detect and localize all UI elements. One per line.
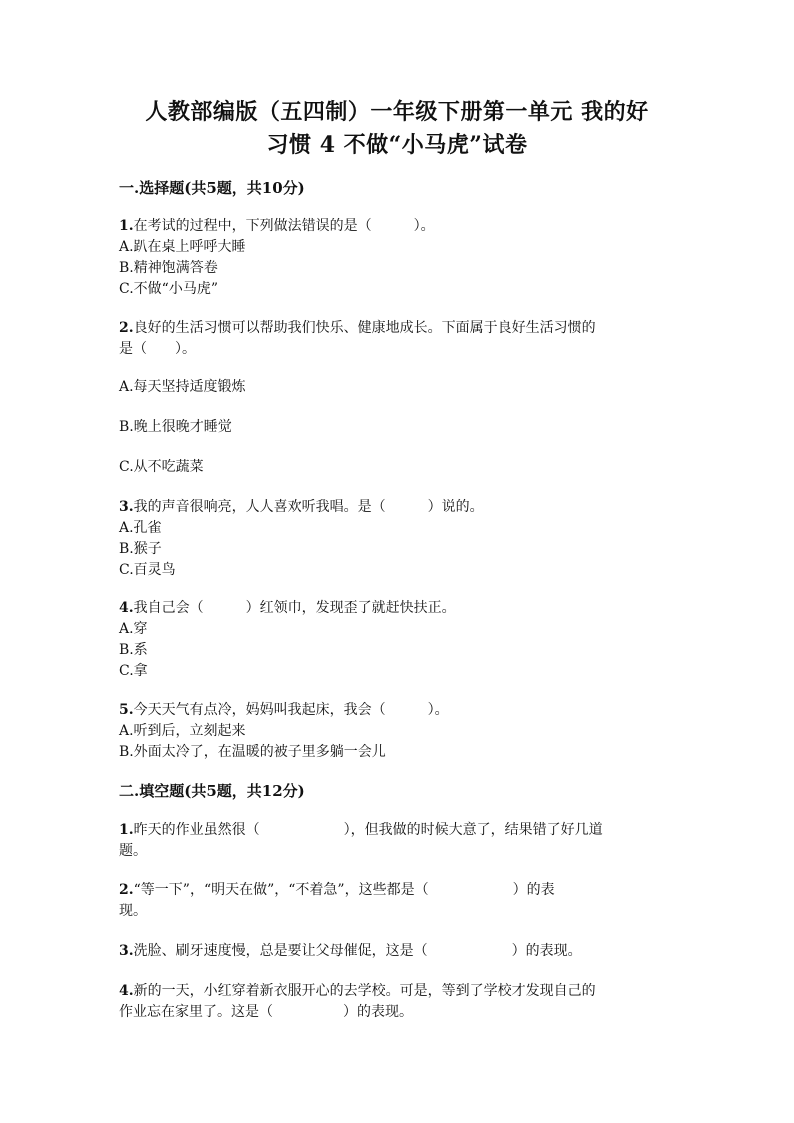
option-c: C.从不吃蔬菜 (119, 459, 204, 475)
question-text-line-2: 现。 (119, 903, 147, 919)
question-number: 2. (119, 882, 134, 898)
question-text: 我自己会（ ）红领巾，发现歪了就赶快扶正。 (133, 600, 456, 616)
option-c: C.百灵鸟 (119, 562, 176, 578)
choice-question-2 (119, 318, 679, 360)
fill-question-1 (119, 820, 679, 862)
exam-title (100, 96, 694, 162)
question-text-line-2: 是（ ）。 (119, 341, 196, 357)
fill-question-4 (119, 981, 679, 1023)
question-text-line-2: 题。 (119, 843, 147, 859)
option-a: A.趴在桌上呼呼大睡 (119, 239, 246, 255)
option-c: C.不做“小马虎” (119, 281, 218, 297)
choice-question-4 (119, 598, 679, 682)
section-heading-choice: 一.选择题(共5题，共10分) (119, 179, 305, 197)
question-number: 3. (119, 943, 134, 959)
question-number: 4. (119, 983, 134, 999)
question-number: 4. (119, 600, 134, 616)
option-a: A.穿 (119, 621, 148, 637)
question-number: 3. (119, 499, 134, 515)
fill-question-3 (119, 941, 679, 962)
choice-question-3 (119, 497, 679, 581)
question-number: 1. (119, 218, 134, 234)
question-number: 5. (119, 702, 134, 718)
option-b: B.精神饱满答卷 (119, 260, 218, 276)
title-line-2: 习惯 4 不做“小马虎”试卷 (266, 132, 528, 158)
title-line-1: 人教部编版（五四制）一年级下册第一单元 我的好 (145, 99, 649, 125)
choice-question-5 (119, 700, 679, 763)
question-text-line-1: “等一下”，“明天在做”，“不着急”，这些都是（ ）的表 (133, 882, 555, 898)
fill-question-2 (119, 880, 679, 922)
question-text-line-1: 昨天的作业虽然很（ ），但我做的时候大意了，结果错了好几道 (133, 822, 603, 838)
option-a: A.每天坚持适度锻炼 (119, 379, 246, 395)
option-a: A.听到后，立刻起来 (119, 723, 246, 739)
question-text-line-2: 作业忘在家里了。这是（ ）的表现。 (119, 1004, 413, 1020)
option-c: C.拿 (119, 663, 148, 679)
option-b: B.晚上很晚才睡觉 (119, 419, 232, 435)
question-text: 今天天气有点冷，妈妈叫我起床，我会（ ）。 (133, 702, 449, 718)
option-b: B.猴子 (119, 541, 162, 557)
question-text-line-1: 洗脸、刷牙速度慢，总是要让父母催促，这是（ ）的表现。 (133, 943, 582, 959)
question-number: 1. (119, 822, 134, 838)
choice-question-1 (119, 216, 679, 300)
option-b: B.系 (119, 642, 148, 658)
question-number: 2. (119, 320, 134, 336)
section-heading-fill-blank: 二.填空题(共5题，共12分) (119, 782, 305, 800)
question-text: 我的声音很响亮，人人喜欢听我唱。是（ ）说的。 (133, 499, 484, 515)
option-a: A.孔雀 (119, 520, 162, 536)
question-text-line-1: 新的一天，小红穿着新衣服开心的去学校。可是，等到了学校才发现自己的 (133, 983, 596, 999)
question-text: 在考试的过程中，下列做法错误的是（ ）。 (133, 218, 435, 234)
question-text-line-1: 良好的生活习惯可以帮助我们快乐、健康地成长。下面属于良好生活习惯的 (133, 320, 596, 336)
option-b: B.外面太冷了，在温暖的被子里多躺一会儿 (119, 744, 386, 760)
